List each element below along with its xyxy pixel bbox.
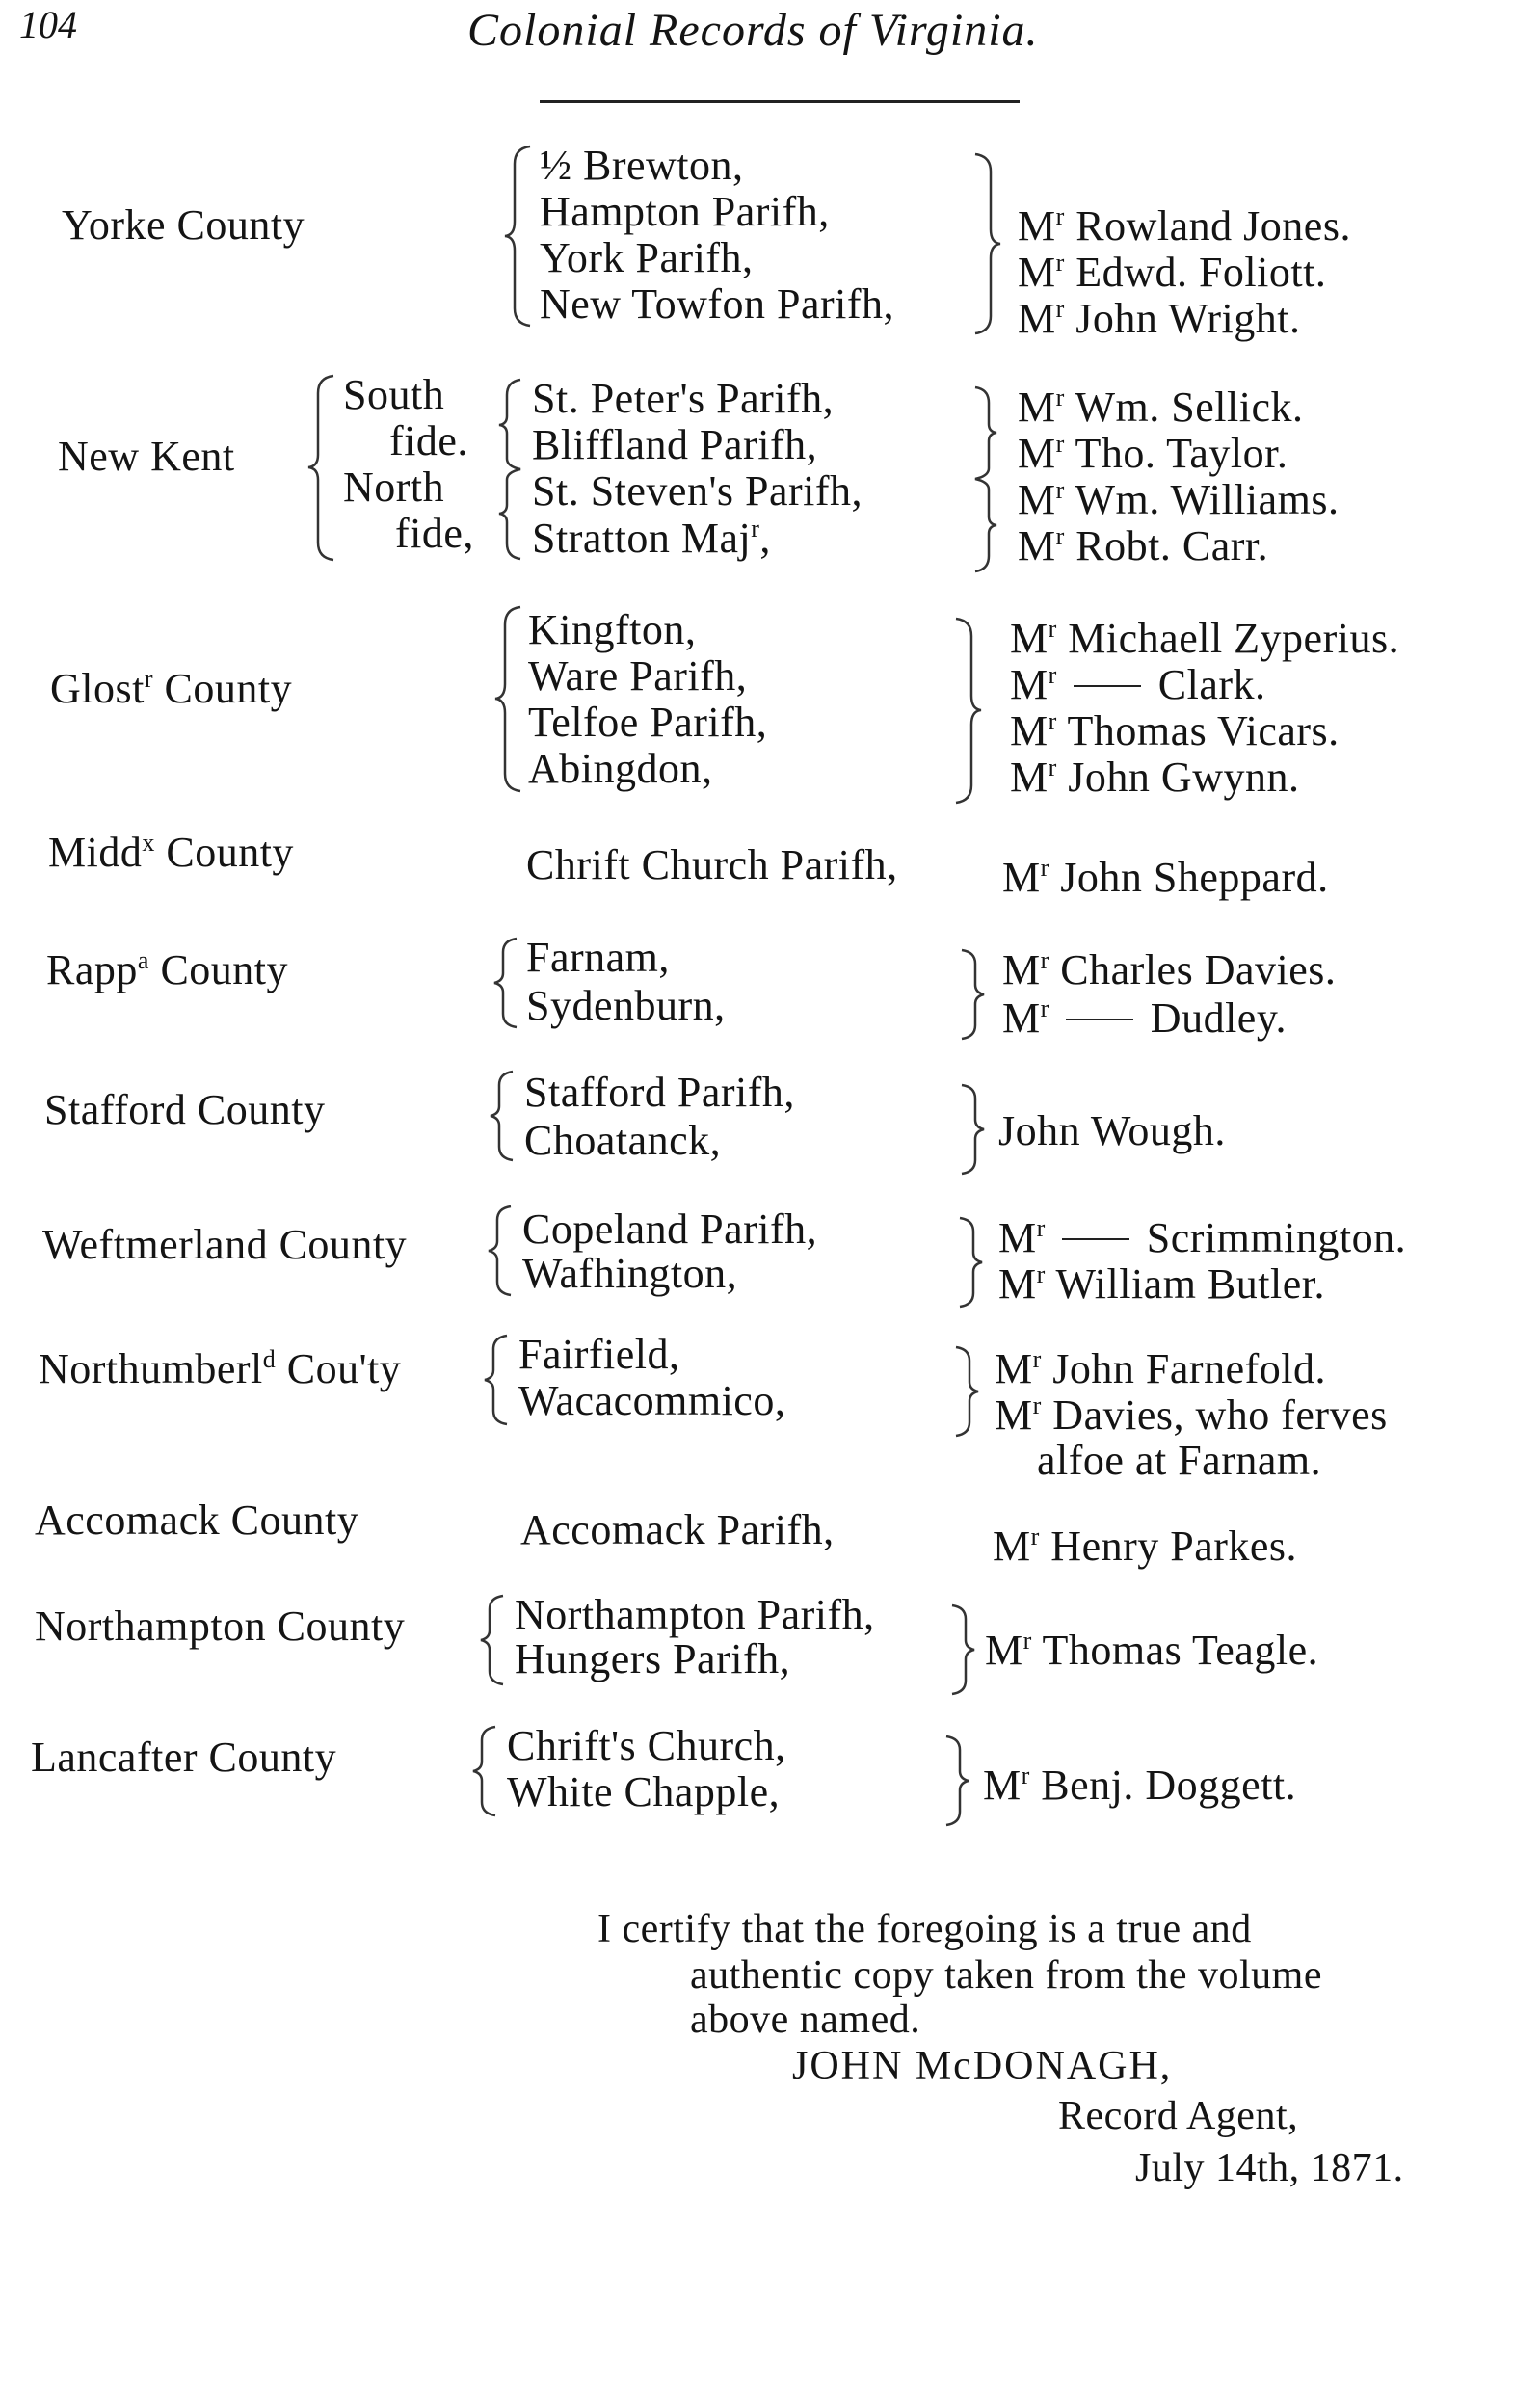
county-gloster [50,667,292,710]
parish-lancaster-2: White Chapple, [507,1768,781,1815]
minister-westmerland-2 [998,1262,1325,1306]
side-newkent-1: South [343,371,445,418]
mr-superscript: r [1048,615,1057,643]
county-suffix: County [166,829,294,876]
county-northumberland [39,1347,401,1391]
mr-title: M [1010,615,1049,662]
blank-name-line [1074,685,1141,687]
blank-name-line [1066,1019,1133,1020]
minister-name: John Sheppard. [1060,854,1329,901]
mr-superscript: r [1040,854,1049,882]
brace-right-lancaster [944,1735,964,1827]
page-number: 104 [19,3,77,46]
mr-title: M [1018,249,1056,296]
mr-superscript: r [1055,249,1065,277]
county-yorke: Yorke County [62,201,305,249]
parish-yorke-2: Hampton Parifh, [540,188,830,235]
brace-left-northampton [478,1594,497,1686]
minister-newkent-3 [1018,478,1340,521]
mr-title: M [998,1260,1037,1308]
minister-name: Benj. Doggett. [1041,1762,1297,1809]
minister-name: Robt. Carr. [1075,522,1269,570]
parish-newkent-4: Stratton Maj$^r$, [532,515,771,562]
parish-stafford-1: Stafford Parifh, [524,1069,795,1116]
county-name: Northumberl [39,1345,263,1392]
minister-name: Charles Davies. [1060,946,1337,993]
minister-name: Dudley. [1150,994,1287,1042]
mr-title: M [998,1214,1037,1261]
county-lancaster: Lancafter County [31,1734,337,1781]
mr-superscript: r [1048,754,1057,781]
certificate-line-3: above named. [690,1998,921,2042]
minister-lancaster [983,1763,1296,1807]
minister-accomack [993,1524,1297,1568]
brace-right-westmerland [958,1216,977,1309]
county-superscript: d [262,1345,277,1373]
minister-name: Clark. [1157,661,1266,708]
mr-title: M [1002,854,1041,901]
side-newkent-3: North [343,464,445,511]
minister-name: Scrimmington. [1146,1214,1407,1261]
brace-right-northampton [950,1603,969,1696]
county-suffix: County [160,946,289,993]
brace-right-newkent [973,385,993,573]
county-superscript: r [144,665,154,693]
minister-name: Rowland Jones. [1075,202,1351,250]
mr-superscript: r [1055,522,1065,550]
minister-name: Henry Parkes. [1050,1523,1298,1570]
minister-northumberland-1 [995,1347,1326,1391]
minister-name: Wm. Sellick. [1075,384,1304,431]
mr-title: M [985,1627,1023,1674]
mr-superscript: r [1036,1214,1046,1242]
county-name: Rapp [46,946,138,993]
minister-yorke-1 [1018,204,1351,248]
mr-title: M [1010,707,1049,755]
parish-northumberland-2: Wacacommico, [518,1377,786,1424]
minister-name: Tho. Taylor. [1075,430,1288,477]
mr-superscript: r [1021,1762,1030,1789]
minister-middx [1002,856,1329,899]
mr-title: M [1010,661,1049,708]
minister-gloster-2 [1010,663,1266,706]
minister-name: John Wright. [1075,295,1301,342]
mr-superscript: r [1048,661,1057,689]
minister-northumberland-2 [995,1393,1388,1437]
mr-title: M [1010,754,1049,801]
county-northampton: Northampton County [35,1603,406,1650]
county-westmerland: Weftmerland County [42,1221,408,1268]
parish-gloster-3: Telfoe Parifh, [528,699,768,746]
maj-superscript: r [751,515,760,543]
mr-title: M [1018,384,1056,431]
minister-northampton [985,1629,1318,1672]
minister-newkent-1 [1018,385,1303,429]
mr-title: M [1018,430,1056,477]
mr-superscript: r [1036,1260,1046,1288]
county-stafford: Stafford County [44,1086,326,1133]
certificate-signer: JOHN McDONAGH, [792,2044,1173,2088]
county-rappa [46,948,288,992]
page-title: Colonial Records of Virginia. [467,5,1039,56]
parish-lancaster-1: Chrift's Church, [507,1722,786,1769]
parish-yorke-3: York Parifh, [540,234,754,281]
parish-name: Stratton Maj [532,515,752,562]
mr-superscript: r [1030,1523,1040,1550]
county-suffix: Cou'ty [286,1345,402,1392]
mr-title: M [1002,946,1041,993]
parish-westmerland-1: Copeland Parifh, [522,1205,818,1253]
minister-newkent-2 [1018,432,1288,475]
mr-superscript: r [1055,476,1065,504]
county-superscript: x [142,829,155,857]
parish-gloster-4: Abingdon, [528,745,713,792]
county-suffix: County [164,665,293,712]
mr-superscript: r [1022,1627,1032,1655]
mr-superscript: r [1040,946,1049,974]
brace-right-rappa [960,948,979,1041]
county-superscript: a [137,946,149,974]
parish-northampton-2: Hungers Parifh, [515,1635,791,1682]
minister-rappa-2 [1002,996,1287,1040]
county-newkent: New Kent [58,433,235,480]
parish-middx: Chrift Church Parifh, [526,841,898,888]
brace-left-newkent-parishes [495,378,515,561]
mr-title: M [1002,994,1041,1042]
brace-left-northumberland [482,1334,501,1426]
county-name: Glost [50,665,145,712]
mr-superscript: r [1055,384,1065,411]
mr-title: M [1018,476,1056,523]
parish-newkent-1: St. Peter's Parifh, [532,375,835,422]
side-newkent-4: fide, [395,510,474,557]
brace-left-stafford [488,1070,507,1162]
parish-rappa-2: Sydenburn, [526,982,726,1029]
mr-title: M [993,1523,1031,1570]
mr-title: M [1018,202,1056,250]
brace-right-gloster [954,617,973,805]
mr-superscript: r [1032,1391,1042,1419]
side-newkent-2: fide. [389,417,468,464]
minister-name: John Farnefold. [1052,1345,1326,1392]
brace-left-rappa [491,937,511,1029]
blank-name-line [1062,1238,1129,1240]
parish-westmerland-2: Wafhington, [522,1250,738,1297]
mr-superscript: r [1032,1345,1042,1373]
brace-left-lancaster [470,1725,490,1817]
minister-yorke-3 [1018,297,1301,340]
brace-left-yorke [503,145,522,328]
brace-left-newkent-sides [306,374,326,562]
brace-right-northumberland [954,1345,973,1438]
mr-superscript: r [1040,994,1049,1022]
brace-right-yorke [973,152,993,335]
mr-superscript: r [1055,295,1065,323]
parish-gloster-2: Ware Parifh, [528,652,748,700]
county-middx [48,831,294,874]
parish-yorke-4: New Towfon Parifh, [540,280,895,328]
minister-name: William Butler. [1055,1260,1325,1308]
parish-gloster-1: Kingfton, [528,606,697,653]
minister-name: Thomas Teagle. [1042,1627,1319,1674]
mr-title: M [1018,522,1056,570]
parish-accomack: Accomack Parifh, [520,1506,835,1553]
certificate-date: July 14th, 1871. [1135,2146,1404,2190]
minister-name: Edwd. Foliott. [1075,249,1327,296]
parish-newkent-2: Bliffland Parifh, [532,421,818,468]
brace-left-gloster [493,605,513,793]
certificate-line-2: authentic copy taken from the volume [690,1953,1322,1998]
mr-title: M [995,1391,1033,1439]
minister-name: Wm. Williams. [1075,476,1340,523]
mr-superscript: r [1055,430,1065,458]
parish-yorke-1: ½ Brewton, [540,142,744,189]
header-rule [540,100,1020,103]
minister-stafford: John Wough. [998,1107,1226,1154]
parish-stafford-2: Choatanck, [524,1117,722,1164]
county-name: Midd [48,829,143,876]
minister-rappa-1 [1002,948,1336,992]
mr-title: M [995,1345,1033,1392]
certificate-line-1: I certify that the foregoing is a true and [597,1907,1252,1951]
minister-name: John Gwynn. [1068,754,1300,801]
parish-newkent-3: St. Steven's Parifh, [532,467,863,515]
minister-name: Davies, who ferves [1052,1391,1388,1439]
minister-gloster-1 [1010,617,1399,660]
minister-yorke-2 [1018,251,1326,294]
certificate-role: Record Agent, [1058,2094,1299,2138]
minister-northumberland-3: alfoe at Farnam. [1037,1437,1322,1484]
mr-title: M [1018,295,1056,342]
minister-gloster-4 [1010,755,1299,799]
minister-gloster-3 [1010,709,1340,753]
parish-rappa-1: Farnam, [526,934,670,981]
mr-superscript: r [1055,202,1065,230]
county-accomack: Accomack County [35,1497,359,1544]
minister-name: Michaell Zyperius. [1068,615,1400,662]
brace-right-stafford [960,1083,979,1176]
brace-left-westmerland [486,1205,505,1297]
minister-westmerland-1 [998,1216,1406,1259]
parish-northampton-1: Northampton Parifh, [515,1591,875,1638]
minister-newkent-4 [1018,524,1268,568]
parish-northumberland-1: Fairfield, [518,1331,680,1378]
minister-name: Thomas Vicars. [1067,707,1340,755]
mr-title: M [983,1762,1022,1809]
mr-superscript: r [1048,707,1057,735]
